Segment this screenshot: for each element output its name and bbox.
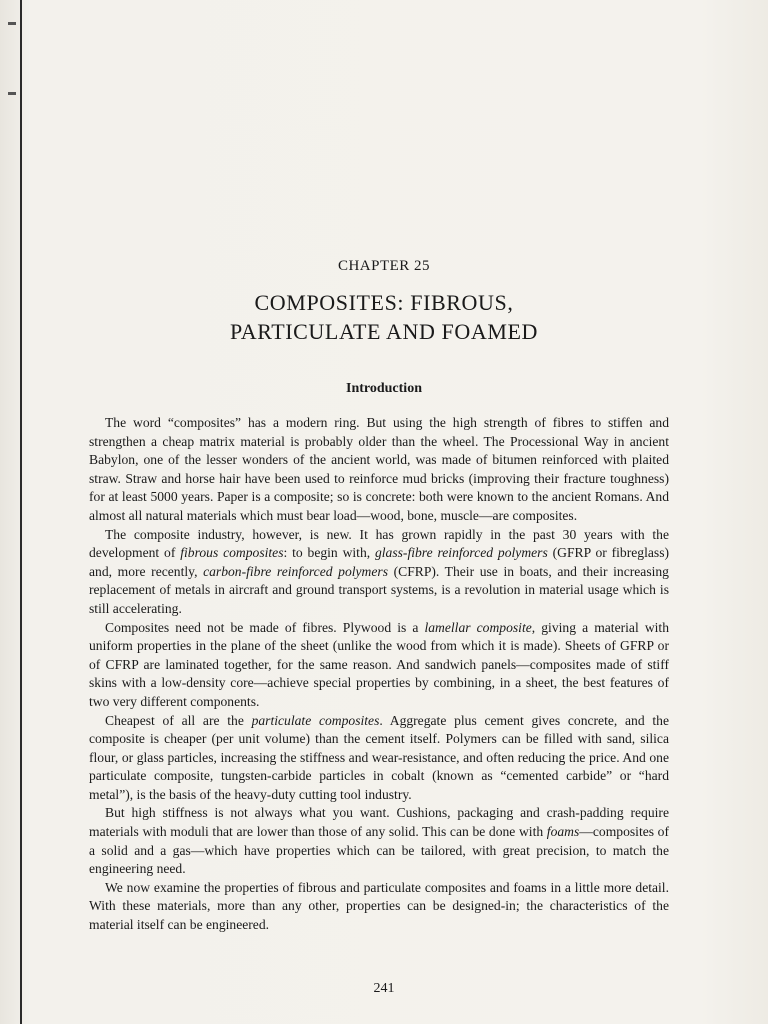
paragraph [89, 619, 669, 712]
paragraph [89, 526, 669, 619]
text-run: , giving a material with uniform properties in the plane of the sheet (unlike the wood from which it is made). Sheets of GFRP or of CFRP are laminated together, for the same reason. And sandwich panels—composites made of stiff skins with a low-density core—achieve special properties by combining, in a sheet, the best features of two very different components. [89, 619, 669, 709]
italic-term: particulate composites [251, 712, 380, 728]
chapter-title [0, 288, 768, 346]
chapter-title-line-1: COMPOSITES: FIBROUS, [254, 290, 514, 315]
paragraph [89, 712, 669, 805]
paragraph [89, 804, 669, 878]
italic-term: lamellar composite [424, 619, 532, 635]
text-run: Composites need not be made of fibres. Plywood is a [105, 619, 425, 635]
italic-term: carbon-fibre reinforced polymers [203, 563, 388, 579]
text-run: (GFRP or fibreglass) and, more recently, [89, 545, 670, 579]
text-run: (CFRP). Their use in boats, and their increasing replacement of metals in aircraft and ground transport systems, is a revolution in material usage which is still accelerating. [89, 563, 669, 616]
page-number: 241 [373, 981, 395, 996]
text-run: The composite industry, however, is new. It has grown rapidly in the past 30 years with the development of [89, 526, 669, 561]
section-heading: Introduction [346, 381, 422, 396]
text-run: The word “composites” has a modern ring. But using the high strength of fibres to stiffen and strengthen a cheap matrix material is probably older than the wheel. The Processional Way in ancient Babylon, one of the lesser wonders of the ancient world, was made of bitumen reinforced with plaited straw. Straw and horse hair have been used to reinforce mud bricks (improving their fracture toughness) for at least 5000 years. Paper is a composite; so is concrete: both were known to the ancient Romans. And almost all natural materials which must bear load—wood, bone, muscle—are composites. [89, 415, 669, 523]
text-run: : to begin with, [283, 545, 375, 561]
chapter-title-line-2: PARTICULATE AND FOAMED [229, 319, 539, 344]
binding-edge [0, 0, 30, 1024]
text-run: . Aggregate plus cement gives concrete, and the composite is cheaper (per unit volume) than the cement itself. Polymers can be filled with sand, silica flour, or glass particles, increasing the stiffness and wear-resistance, and often reducing the price. And one particulate composite, tungsten-carbide particles in cobalt (known as “cemented carbide” or “hard metal”), is the basis of the heavy-duty cutting tool industry. [89, 712, 669, 802]
text-run: We now examine the properties of fibrous and particulate composites and foams in a little more detail. With these materials, more than any other, properties can be designed-in; the characteristics of the material itself can be engineered. [89, 879, 669, 933]
chapter-label: CHAPTER 25 [337, 258, 431, 274]
italic-term: foams [546, 824, 580, 840]
text-run: But high stiffness is not always what you want. Cushions, packaging and crash-padding require materials with moduli that are lower than those of any solid. This can be done with [89, 805, 669, 840]
text-run: Cheapest of all are the [105, 712, 252, 728]
paragraph [89, 879, 669, 935]
italic-term: fibrous composites [180, 545, 284, 561]
paragraph [89, 414, 669, 526]
body-text [89, 414, 669, 935]
text-run: —composites of a solid and a gas—which have properties which can be tailored, with great precision, to match the engineering need. [89, 824, 670, 877]
italic-term: glass-fibre reinforced polymers [374, 545, 548, 561]
